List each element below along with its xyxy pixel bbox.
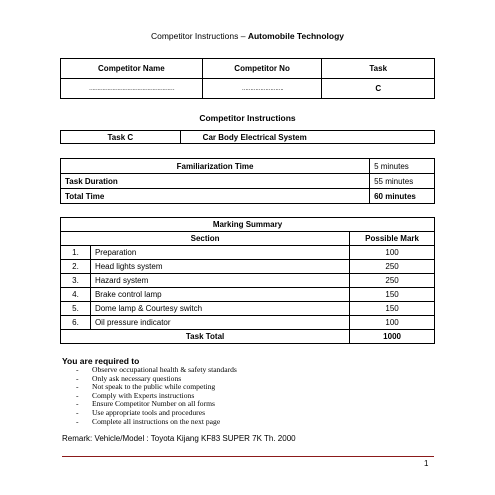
col-competitor-name: Competitor Name (61, 59, 203, 79)
col-section: Section (61, 232, 350, 246)
table-row (61, 302, 435, 316)
row-mark: 250 (350, 260, 435, 274)
marking-summary-title: Marking Summary (61, 218, 435, 232)
familiarization-label: Familiarization Time (61, 159, 370, 174)
row-number: 2. (61, 260, 91, 274)
row-section: Head lights system (90, 260, 349, 274)
marking-summary-table (60, 217, 435, 344)
task-name: Car Body Electrical System (180, 131, 434, 144)
competitor-name-field[interactable]: …………………………………………… (61, 79, 203, 99)
col-task: Task (322, 59, 435, 79)
row-number: 4. (61, 288, 91, 302)
row-section: Oil pressure indicator (90, 316, 349, 330)
task-label: Task C (61, 131, 181, 144)
task-total-value: 1000 (350, 330, 435, 344)
requirement-text: Only ask necessary questions (92, 373, 182, 383)
header-dash: – (238, 31, 248, 41)
task-table (60, 130, 435, 144)
footer-divider (62, 456, 434, 457)
list-item: - Not speak to the public while competing (76, 382, 216, 392)
row-mark: 150 (350, 288, 435, 302)
requirement-text: Comply with Experts instructions (92, 390, 195, 400)
row-number: 5. (61, 302, 91, 316)
list-item: - Comply with Experts instructions (76, 390, 195, 400)
row-number: 1. (61, 246, 91, 260)
list-item: - Ensure Competitor Number on all forms (76, 399, 215, 409)
requirements-list (76, 366, 237, 426)
list-item: - Use appropriate tools and procedures (76, 407, 206, 417)
row-number: 3. (61, 274, 91, 288)
page-header (0, 31, 495, 41)
competitor-table (60, 58, 435, 99)
header-prefix: Competitor Instructions (150, 31, 239, 41)
row-section: Brake control lamp (90, 288, 349, 302)
duration-label: Task Duration (61, 174, 370, 189)
instructions-title: Competitor Instructions (199, 113, 296, 123)
col-competitor-no: Competitor No (202, 59, 322, 79)
requirement-text: Observe occupational health & safety standards (92, 365, 237, 374)
competitor-no-field[interactable]: ……………………. (202, 79, 322, 99)
row-section: Hazard system (90, 274, 349, 288)
row-mark: 250 (350, 274, 435, 288)
task-value: C (322, 79, 435, 99)
time-table (60, 158, 435, 204)
familiarization-value: 5 minutes (370, 159, 435, 174)
requirement-text: Complete all instructions on the next page (92, 416, 221, 426)
row-mark: 100 (350, 246, 435, 260)
table-row (61, 316, 435, 330)
table-row (61, 246, 435, 260)
requirement-text: Use appropriate tools and procedures (92, 407, 206, 417)
requirement-text: Ensure Competitor Number on all forms (92, 399, 215, 409)
table-row (61, 274, 435, 288)
row-number: 6. (61, 316, 91, 330)
row-section: Preparation (90, 246, 349, 260)
list-item: - Complete all instructions on the next page (76, 416, 221, 426)
row-mark: 150 (350, 302, 435, 316)
header-title: Automobile Technology (247, 31, 345, 41)
list-item: - Observe occupational health & safety standards (76, 365, 237, 374)
table-row (61, 260, 435, 274)
requirement-text: Not speak to the public while competing (92, 382, 216, 392)
requirements-title: You are required to (62, 356, 140, 366)
total-time-label: Total Time (61, 189, 370, 204)
row-section: Dome lamp & Courtesy switch (90, 302, 349, 316)
table-row (61, 288, 435, 302)
task-total-label: Task Total (61, 330, 350, 344)
list-item: - Only ask necessary questions (76, 373, 182, 383)
row-mark: 100 (350, 316, 435, 330)
page-number: 1 (424, 459, 429, 468)
vehicle-remark: Remark: Vehicle/Model : Toyota Kijang KF83 SUPER 7K Th. 2000 (62, 434, 296, 443)
col-possible-mark: Possible Mark (350, 232, 435, 246)
duration-value: 55 minutes (370, 174, 435, 189)
total-time-value: 60 minutes (370, 189, 435, 204)
